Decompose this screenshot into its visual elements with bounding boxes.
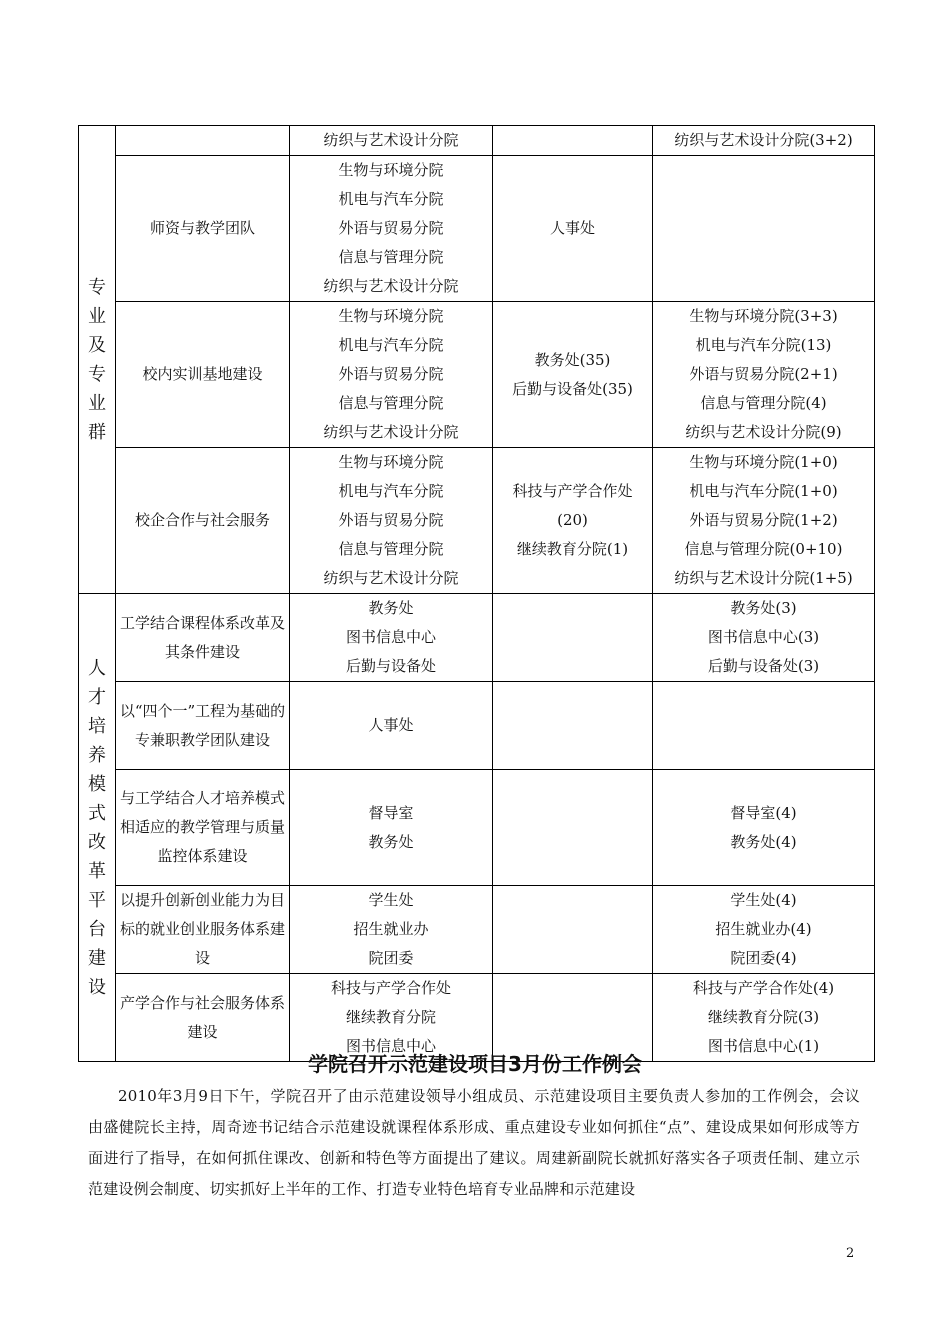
dept-cell: 人事处 — [493, 156, 653, 302]
item-cell: 校内实训基地建设 — [116, 302, 290, 448]
group-cell-major: 专业及专业群 — [79, 126, 116, 594]
table-row — [79, 594, 875, 682]
item-cell: 与工学结合人才培养模式相适应的教学管理与质量监控体系建设 — [116, 770, 290, 886]
item-cell: 校企合作与社会服务 — [116, 448, 290, 594]
units-cell: 教务处 图书信息中心 后勤与设备处 — [290, 594, 493, 682]
result-cell: 督导室(4) 教务处(4) — [653, 770, 875, 886]
units-cell: 学生处 招生就业办 院团委 — [290, 886, 493, 974]
table-row — [79, 302, 875, 448]
item-cell: 师资与教学团队 — [116, 156, 290, 302]
article-title: 学院召开示范建设项目3月份工作例会 — [308, 1052, 642, 1076]
units-cell: 纺织与艺术设计分院 — [290, 126, 493, 156]
result-cell — [653, 156, 875, 302]
table-row — [79, 126, 875, 156]
result-cell: 学生处(4) 招生就业办(4) 院团委(4) — [653, 886, 875, 974]
item-cell — [116, 126, 290, 156]
result-cell — [653, 682, 875, 770]
result-cell: 科技与产学合作处(4) 继续教育分院(3) 图书信息中心(1) — [653, 974, 875, 1062]
dept-cell: 科技与产学合作处 (20) 继续教育分院(1) — [493, 448, 653, 594]
group-cell-talent: 人才培养模式改革平台建设 — [79, 594, 116, 1062]
result-cell: 教务处(3) 图书信息中心(3) 后勤与设备处(3) — [653, 594, 875, 682]
item-cell: 以“四个一”工程为基础的专兼职教学团队建设 — [116, 682, 290, 770]
item-cell: 以提升创新创业能力为目标的就业创业服务体系建设 — [116, 886, 290, 974]
dept-cell — [493, 682, 653, 770]
page-number: 2 — [846, 1246, 855, 1261]
project-table — [78, 125, 875, 1062]
article-body: 2010年3月9日下午，学院召开了由示范建设领导小组成员、示范建设项目主要负责人参加的工作例会，会议由盛健院长主持，周奇迹书记结合示范建设就课程体系形成、重点建设专业如何抓住“点”、建设成果如何形成等方面进行了指导，在如何抓住课改、创新和特色等方面提出了建议。周建新副院长就抓好落实各子项责任制、建立示范建设例会制度、切实抓好上半年的工作、打造专业特色培育专业品牌和示范建设 — [88, 1087, 860, 1198]
table-row — [79, 448, 875, 594]
dept-cell — [493, 594, 653, 682]
units-cell: 督导室 教务处 — [290, 770, 493, 886]
dept-cell — [493, 886, 653, 974]
units-cell: 生物与环境分院 机电与汽车分院 外语与贸易分院 信息与管理分院 纺织与艺术设计分院 — [290, 448, 493, 594]
result-cell: 生物与环境分院(1+0) 机电与汽车分院(1+0) 外语与贸易分院(1+2) 信息与管理分院(0+10) 纺织与艺术设计分院(1+5) — [653, 448, 875, 594]
result-cell: 纺织与艺术设计分院(3+2) — [653, 126, 875, 156]
dept-cell: 教务处(35) 后勤与设备处(35) — [493, 302, 653, 448]
dept-cell — [493, 770, 653, 886]
item-cell: 产学合作与社会服务体系建设 — [116, 974, 290, 1062]
units-cell: 生物与环境分院 机电与汽车分院 外语与贸易分院 信息与管理分院 纺织与艺术设计分院 — [290, 302, 493, 448]
table-row — [79, 682, 875, 770]
item-cell: 工学结合课程体系改革及其条件建设 — [116, 594, 290, 682]
table-row — [79, 886, 875, 974]
units-cell: 科技与产学合作处 继续教育分院 图书信息中心 — [290, 974, 493, 1062]
units-cell: 生物与环境分院 机电与汽车分院 外语与贸易分院 信息与管理分院 纺织与艺术设计分院 — [290, 156, 493, 302]
table-row — [79, 156, 875, 302]
result-cell: 生物与环境分院(3+3) 机电与汽车分院(13) 外语与贸易分院(2+1) 信息与管理分院(4) 纺织与艺术设计分院(9) — [653, 302, 875, 448]
units-cell: 人事处 — [290, 682, 493, 770]
dept-cell — [493, 126, 653, 156]
table-row — [79, 770, 875, 886]
